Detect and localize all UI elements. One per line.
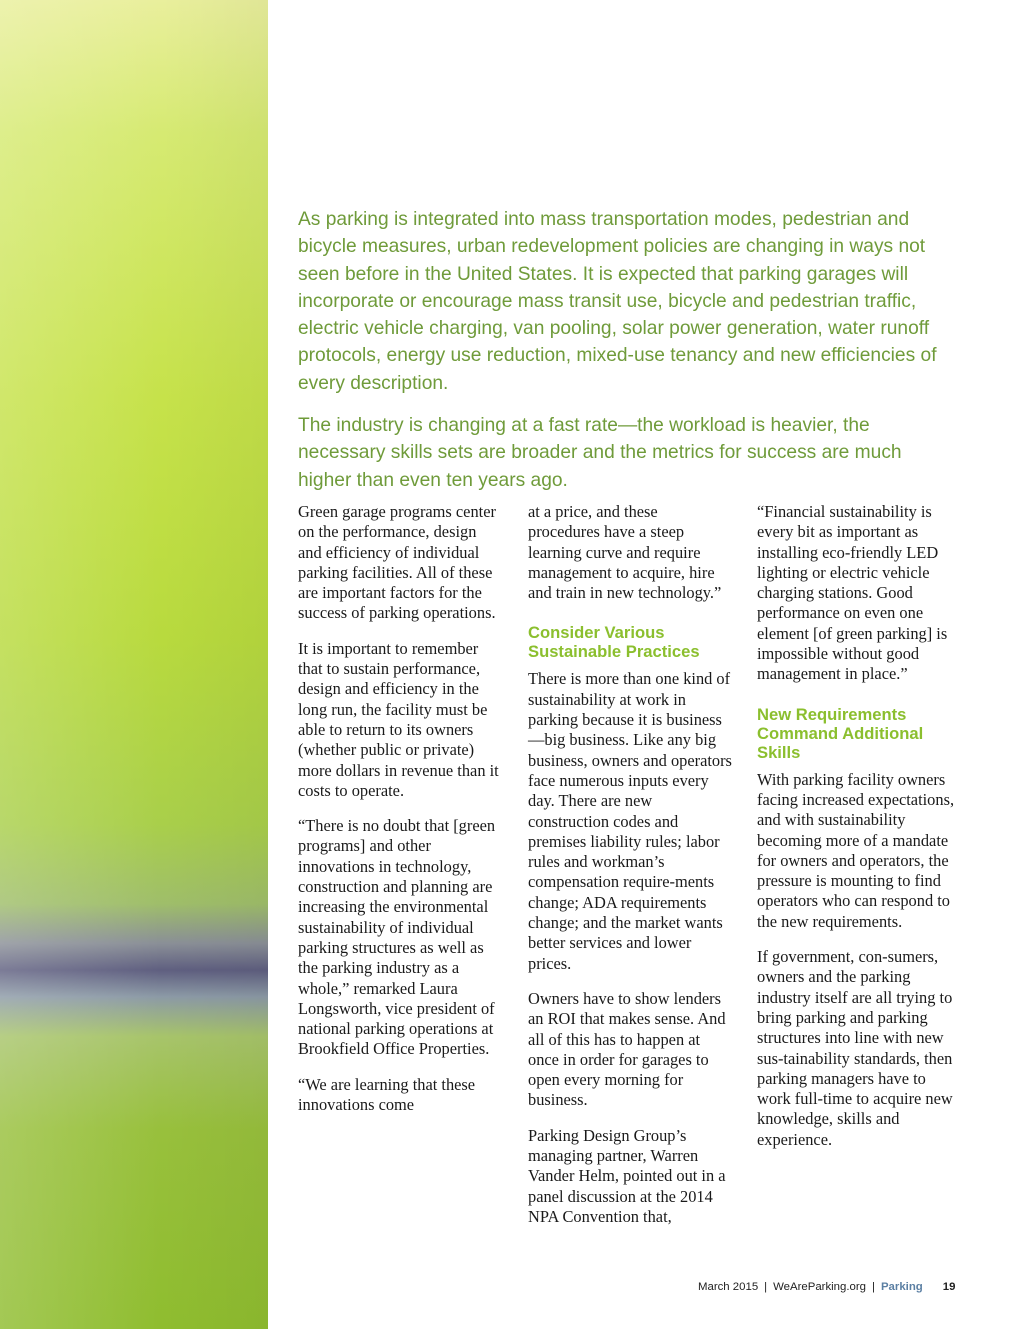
footer-separator: | <box>764 1281 768 1293</box>
decorative-green-photo <box>0 0 268 1329</box>
intro-block <box>298 206 958 509</box>
magazine-name: Parking <box>880 1281 923 1293</box>
body-column-1 <box>298 502 503 1130</box>
body-paragraph: With parking facility owners facing increased expectations, and with sustainability becoming more of a mandate for owners and operators, the pressure is mounting to find operators who can respond to the new requirements. <box>757 769 955 931</box>
body-paragraph: “There is no doubt that [green programs] and other innovations in technology, construction and planning are increasing the environmental sustainability of individual parking structures as well as the parking industry as a whole,” remarked Laura Longsworth, vice president of national parking operations at Brookfield Office Properties. <box>298 816 496 1059</box>
body-paragraph: at a price, and these procedures have a steep learning curve and require management to acquire, hire and train in new technology.” <box>528 502 722 603</box>
body-paragraph: Parking Design Group’s managing partner, Warren Vander Helm, pointed out in a panel discussion at the 2014 NPA Convention that, <box>528 1125 726 1226</box>
body-paragraph: There is more than one kind of sustainability at work in parking because it is business—big business. Like any big business, owners and operators face numerous inputs every day. There are new construction codes and premises liability rules; labor rules and workman’s compensation require-ments change; ADA requirements change; and the market wants better services and lower prices. <box>528 669 732 973</box>
intro-paragraph: The industry is changing at a fast rate—the workload is heavier, the necessary skills sets are broader and the metrics for success are much higher than even ten years ago. <box>298 415 902 491</box>
section-heading: Consider Various Sustainable Practices <box>528 623 700 662</box>
page-footer <box>698 1281 998 1293</box>
body-paragraph: If government, con-sumers, owners and the parking industry itself are all trying to bring parking and parking structures into line with new sus-tainability standards, then parking managers have to work full-time to acquire new knowledge, skills and experience. <box>757 947 953 1149</box>
website-link[interactable]: WeAreParking.org <box>773 1281 866 1293</box>
body-column-3 <box>757 502 957 1165</box>
body-paragraph: It is important to remember that to sustain performance, design and efficiency in the long run, the facility must be able to return to its owners (whether public or private) more dollars in revenue than it costs to operate. <box>298 638 499 800</box>
body-paragraph: Green garage programs center on the performance, design and efficiency of individual parking facilities. All of these are important factors for the success of parking operations. <box>298 502 496 623</box>
page-number: 19 <box>942 1281 956 1293</box>
body-paragraph: “Financial sustainability is every bit as important as installing eco-friendly LED lighting or electric vehicle charging stations. Good performance on even one element [of green parking] is impossible without good management in place.” <box>757 502 948 684</box>
body-paragraph: “We are learning that these innovations come <box>298 1074 476 1115</box>
body-paragraph: Owners have to show lenders an ROI that makes sense. And all of this has to happen at once in order for garages to open every morning for business. <box>528 988 726 1110</box>
section-heading: New Requirements Command Additional Skills <box>757 704 924 762</box>
body-column-2 <box>528 502 733 1242</box>
intro-paragraph: As parking is integrated into mass transportation modes, pedestrian and bicycle measures, urban redevelopment policies are changing in ways not seen before in the United States. It is expected that parking garages will incorporate or encourage mass transit use, bicycle and pedestrian traffic, electric vehicle charging, van pooling, solar power generation, water runoff protocols, energy use reduction, mixed-use tenancy and new efficiencies of every description. <box>298 209 937 394</box>
footer-separator: | <box>871 1281 875 1293</box>
issue-date: March 2015 <box>698 1281 759 1293</box>
